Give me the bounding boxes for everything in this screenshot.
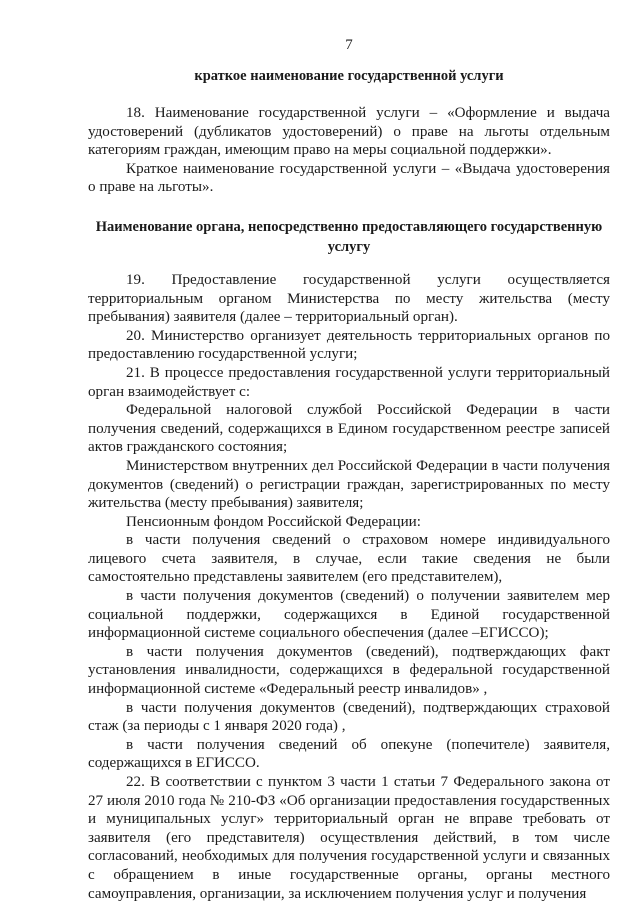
paragraph-21-pfr: Пенсионным фондом Российской Федерации: bbox=[126, 513, 421, 530]
paragraph-21-pfr-egisso: в части получения документов (сведений) о получении заявителем мер социальной поддержки, содержащихся в Единой государственной информационной системе социального обеспечения (далее –ЕГИССО); bbox=[88, 588, 610, 642]
paragraph-22: 22. В соответствии с пунктом 3 части 1 статьи 7 Федерального закона от 27 июля 2010 года № 210-ФЗ «Об организации предоставления государственных и муниципальных услуг» территориальный орган не вправе требовать от заявителя (его представителя) осуществления действий, в том числе согласований, необходимых для получения государственной услуги и связанных с обращением в иные государственные органы, органы местного самоуправления, организации, за исключением получения услуг и получения bbox=[88, 774, 610, 902]
paragraph-20: 20. Министерство организует деятельность территориальных органов по предоставлению государственной услуги; bbox=[88, 327, 610, 363]
paragraph-21-mvd: Министерством внутренних дел Российской Федерации в части получения документов (сведений) о регистрации граждан, зарегистрированных по месту жительства (месту пребывания) заявителя; bbox=[88, 457, 610, 512]
paragraph-18: 18. Наименование государственной услуги – «Оформление и выдача удостоверений (дубликатов удостоверений) о праве на льготы отдельным категориям граждан, имеющим право на меры социальной поддержки». bbox=[88, 105, 610, 159]
section-heading-short-name: краткое наименование государственной услуги bbox=[194, 68, 504, 84]
paragraph-21-fns: Федеральной налоговой службой Российской Федерации в части получения сведений, содержащихся в Едином государственном реестре записей актов гражданского состояния; bbox=[88, 402, 610, 456]
paragraph-19: 19. Предоставление государственной услуги осуществляется территориальным органом Министерства по месту жительства (месту пребывания) заявителя (далее – территориальный орган). bbox=[88, 271, 610, 326]
page-number: 7 bbox=[345, 37, 353, 53]
paragraph-21-pfr-insurance: в части получения документов (сведений), подтверждающих страховой стаж (за периоды с 1 января 2020 года) , bbox=[88, 699, 610, 735]
paragraph-21-pfr-guardian: в части получения сведений об опекуне (попечителе) заявителя, содержащихся в ЕГИССО. bbox=[88, 736, 610, 772]
paragraph-21-pfr-snils: в части получения сведений о страховом номере индивидуального лицевого счета заявителя, в случае, если такие сведения не были самостоятельно представлены заявителем (его представителем), bbox=[88, 532, 610, 586]
paragraph-18-short-name: Краткое наименование государственной услуги – «Выдача удостоверения о праве на льготы». bbox=[88, 160, 610, 196]
paragraph-21-pfr-disability: в части получения документов (сведений), подтверждающих факт установления инвалидности, содержащихся в федеральной государственной информационной системе «Федеральный реестр инвалидов» , bbox=[88, 643, 610, 698]
paragraph-21: 21. В процессе предоставления государственной услуги территориальный орган взаимодействует с: bbox=[88, 364, 610, 400]
document-page bbox=[88, 36, 610, 903]
section-heading-authority: Наименование органа, непосредственно предоставляющего государственную услугу bbox=[95, 218, 603, 255]
